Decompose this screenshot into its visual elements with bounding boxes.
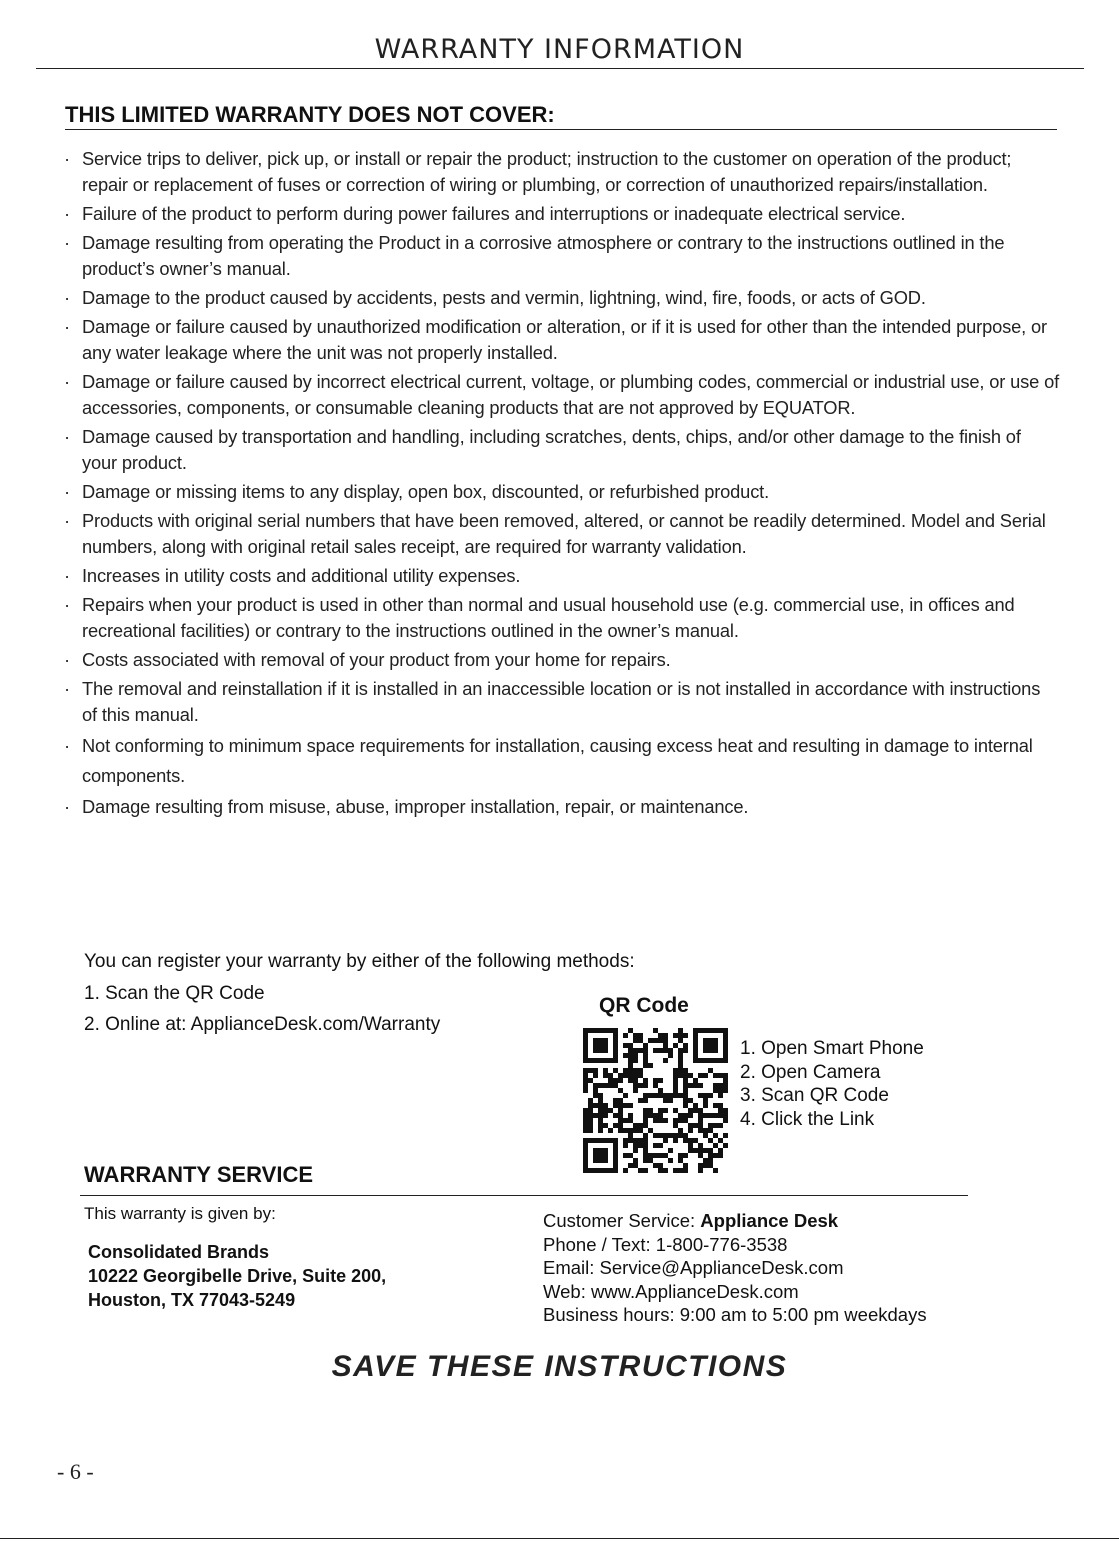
registration-intro: You can register your warranty by either of the following methods: [84,951,635,972]
list-item [60,369,1060,421]
list-item-text: Damage or failure caused by unauthorized modification or alteration, or if it is used for other than the intended purpose, or any water leakage where the unit was not properly installed. [82,316,1047,363]
company-city: Houston, TX 77043-5249 [88,1290,296,1310]
list-item-text: The removal and reinstallation if it is installed in an inaccessible location or is not installed in accordance with instructions of this manual. [82,678,1041,725]
company-name: Consolidated Brands [88,1242,270,1262]
list-item [60,731,1060,791]
given-by-label: This warranty is given by: [84,1204,276,1223]
page-number: - 6 - [57,1459,94,1484]
title-divider [36,68,1084,69]
warranty-service-heading: WARRANTY SERVICE [84,1162,314,1187]
list-item [60,479,1060,505]
bullet-icon: · [64,148,70,169]
bullet-icon: · [64,316,70,337]
web-link[interactable]: Web: www.ApplianceDesk.com [543,1280,799,1302]
list-item [60,563,1060,589]
exclusions-heading: THIS LIMITED WARRANTY DOES NOT COVER: [65,102,555,127]
list-item-text: Damage resulting from operating the Product in a corrosive atmosphere or contrary to the instructions outlined in the product’s owner’s manual. [82,232,1005,279]
qr-step: 1. Open Smart Phone [740,1038,924,1059]
qr-title: QR Code [599,994,689,1017]
list-item [60,676,1060,728]
page-title: WARRANTY INFORMATION [374,34,745,65]
bottom-divider [0,1538,1119,1539]
bullet-icon: · [64,678,70,699]
list-item-text: Failure of the product to perform during power failures and interruptions or inadequate electrical service. [82,203,906,224]
list-item [60,230,1060,282]
bullet-icon: · [64,232,70,253]
customer-service-label: Customer Service: [543,1210,696,1231]
warranty-service-divider [80,1195,968,1196]
list-item-text: Damage or missing items to any display, open box, discounted, or refurbished product. [82,481,770,502]
list-item [60,314,1060,366]
list-item [60,146,1060,198]
bullet-icon: · [64,510,70,531]
list-item-text: Costs associated with removal of your product from your home for repairs. [82,649,671,670]
bullet-icon: · [64,649,70,670]
list-item [60,647,1060,673]
phone-line: Phone / Text: 1-800-776-3538 [543,1233,788,1255]
list-item-text: Damage or failure caused by incorrect electrical current, voltage, or plumbing codes, commercial or industrial use, or use of accessories, components, or consumable cleaning products that are not approved by EQUATOR. [82,371,1060,418]
email-link[interactable]: Email: Service@ApplianceDesk.com [543,1257,844,1278]
list-item-text: Service trips to deliver, pick up, or install or repair the product; instruction to the customer on operation of the product; repair or replacement of fuses or correction of wiring or plumbing, or correction of unauthorized repairs/installation. [82,148,1012,195]
qr-step: 2. Open Camera [740,1061,881,1083]
bullet-icon: · [64,203,70,224]
bullet-icon: · [64,735,70,756]
bullet-icon: · [64,594,70,615]
list-item-text: Increases in utility costs and additional utility expenses. [82,565,521,586]
list-item-text: Not conforming to minimum space requirements for installation, causing excess heat and resulting in damage to internal components. [82,735,1033,786]
list-item [60,285,1060,311]
customer-service-name: Appliance Desk [700,1210,839,1231]
list-item [60,424,1060,476]
list-item-text: Products with original serial numbers that have been removed, altered, or cannot be readily determined. Model and Serial numbers, along with original retail sales receipt, are required for warranty validation. [82,510,1046,557]
bullet-icon: · [64,371,70,392]
list-item-text: Damage resulting from misuse, abuse, improper installation, repair, or maintenance. [82,796,749,817]
business-hours: Business hours: 9:00 am to 5:00 pm weekdays [543,1304,927,1325]
registration-method-qr: 1. Scan the QR Code [84,983,265,1004]
list-item-text: Damage caused by transportation and handling, including scratches, dents, chips, and/or other damage to the finish of your product. [82,426,1021,473]
exclusions-list [60,146,1060,823]
qr-code-icon[interactable] [583,1028,728,1173]
save-instructions-title: SAVE THESE INSTRUCTIONS [331,1350,788,1383]
bullet-icon: · [64,565,70,586]
qr-step: 3. Scan QR Code [740,1085,889,1106]
company-street: 10222 Georgibelle Drive, Suite 200, [88,1266,387,1286]
list-item-text: Repairs when your product is used in other than normal and usual household use (e.g. commercial use, in offices and recreational facilities) or contrary to the instructions outlined in the owner’s manual. [82,594,1015,641]
exclusions-divider [65,129,1057,130]
bullet-icon: · [64,796,70,817]
bullet-icon: · [64,426,70,447]
list-item [60,794,1060,820]
list-item [60,592,1060,644]
customer-service-line [543,1209,927,1233]
company-address [88,1240,386,1312]
qr-step: 4. Click the Link [740,1108,875,1130]
list-item-text: Damage to the product caused by accidents, pests and vermin, lightning, wind, fire, foods, or acts of GOD. [82,287,926,308]
bullet-icon: · [64,481,70,502]
contact-info [543,1209,927,1327]
list-item [60,508,1060,560]
bullet-icon: · [64,287,70,308]
list-item [60,201,1060,227]
qr-steps-list [740,1037,924,1131]
registration-method-online[interactable]: 2. Online at: ApplianceDesk.com/Warranty [84,1014,441,1035]
